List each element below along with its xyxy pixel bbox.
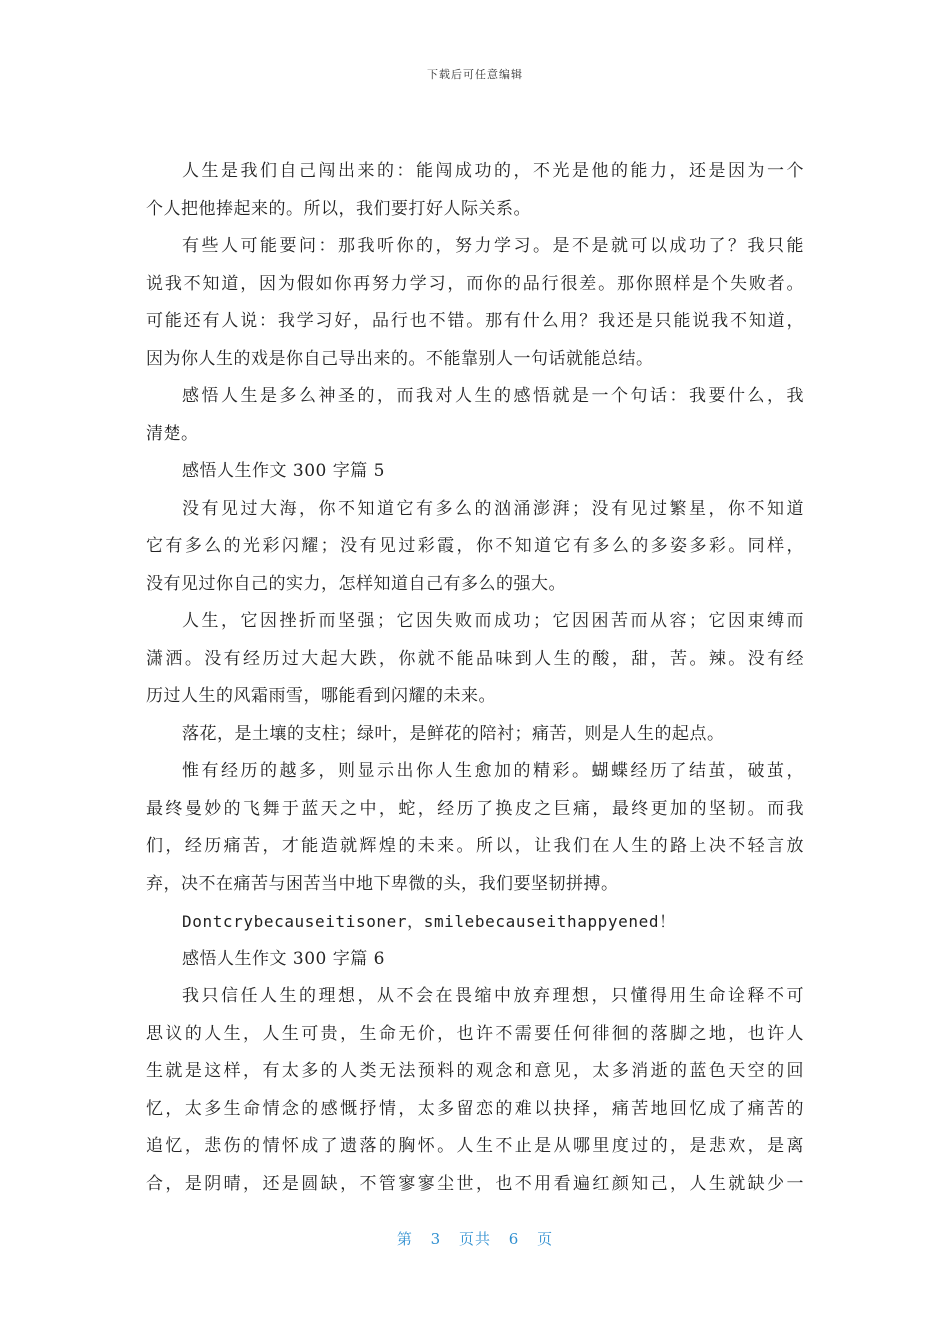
text-line: 思议的人生，人生可贵，生命无价，也许不需要任何徘徊的落脚之地，也许人 — [146, 1023, 804, 1044]
text-line: 说我不知道，因为假如你再努力学习，而你的品行很差。那你照样是个失败者。 — [146, 273, 804, 294]
section-heading — [146, 941, 804, 979]
paragraph — [146, 978, 804, 1203]
footer-prefix: 第 — [396, 1230, 413, 1248]
paragraph — [146, 716, 804, 754]
text-line: 生就是这样，有太多的人类无法预料的观念和意见，太多消逝的蓝色天空的回 — [146, 1061, 804, 1081]
text-line: 弃，决不在痛苦与困苦当中地下卑微的头，我们要坚韧拼搏。 — [146, 873, 619, 894]
text-line: 惟有经历的越多，则显示出你人生愈加的精彩。蝴蝶经历了结茧，破茧， — [182, 761, 804, 781]
text-line: 忆，太多生命情念的感慨抒情，太多留恋的难以抉择，痛苦地回忆成了痛苦的 — [146, 1098, 804, 1119]
text-line: 它有多么的光彩闪耀；没有见过彩霞，你不知道它有多么的多姿多彩。同样， — [146, 536, 804, 556]
text-line: 人生是我们自己闯出来的：能闯成功的，不光是他的能力，还是因为一个 — [182, 161, 804, 181]
text-line: 我只信任人生的理想，从不会在畏缩中放弃理想，只懂得用生命诠释不可 — [182, 986, 804, 1006]
page-header-text: 下载后可任意编辑 — [427, 68, 523, 81]
paragraph — [146, 153, 804, 228]
page-header — [0, 66, 950, 82]
paragraph — [146, 491, 804, 604]
text-line: 可能还有人说：我学习好，品行也不错。那有什么用？我还是只能说我不知道， — [146, 311, 804, 331]
text-line: 们，经历痛苦，才能造就辉煌的未来。所以，让我们在人生的路上决不轻言放 — [146, 836, 804, 856]
text-line: 因为你人生的戏是你自己导出来的。不能靠别人一句话就能总结。 — [146, 348, 654, 369]
section-heading-text: 感悟人生作文 300 字篇 5 — [182, 461, 385, 481]
text-line: 个人把他捧起来的。所以，我们要打好人际关系。 — [146, 198, 531, 219]
text-line: 有些人可能要问：那我听你的，努力学习。是不是就可以成功了？我只能 — [182, 236, 804, 256]
text-line: 感悟人生是多么神圣的，而我对人生的感悟就是一个句话：我要什么，我 — [182, 386, 804, 406]
footer-page-number: 3 — [430, 1230, 442, 1248]
paragraph — [146, 378, 804, 453]
text-line: 合，是阴晴，还是圆缺，不管寥寥尘世，也不用看遍红颜知己，人生就缺少一 — [146, 1173, 804, 1194]
text-line: 没有见过你自己的实力，怎样知道自己有多么的强大。 — [146, 573, 566, 594]
text-line: 落花，是土壤的支柱；绿叶，是鲜花的陪衬；痛苦，则是人生的起点。 — [182, 723, 725, 744]
text-line: 清楚。 — [146, 423, 199, 444]
text-line: 人生，它因挫折而坚强；它因失败而成功；它因困苦而从容；它因束缚而 — [182, 611, 804, 631]
text-line: 潇洒。没有经历过大起大跌，你就不能品味到人生的酸，甜，苦。辣。没有经 — [146, 648, 804, 669]
footer-suffix: 页 — [537, 1230, 554, 1248]
section-heading — [146, 453, 804, 491]
footer-total-pages: 6 — [508, 1230, 520, 1248]
paragraph — [146, 228, 804, 378]
text-line: 历过人生的风霜雨雪，哪能看到闪耀的未来。 — [146, 686, 496, 706]
footer-middle: 页共 — [458, 1230, 491, 1248]
text-line: Dontcrybecauseitisoner，smilebecauseithappyened！ — [182, 912, 676, 931]
section-heading-text: 感悟人生作文 300 字篇 6 — [182, 948, 385, 969]
paragraph — [146, 753, 804, 903]
text-line: 没有见过大海，你不知道它有多么的汹涌澎湃；没有见过繁星，你不知道 — [182, 498, 804, 519]
text-line: 追忆，悲伤的情怀成了遗落的胸怀。人生不止是从哪里度过的，是悲欢，是离 — [146, 1136, 804, 1156]
document-body — [146, 153, 804, 1203]
text-line: 最终曼妙的飞舞于蓝天之中，蛇，经历了换皮之巨痛，最终更加的坚韧。而我 — [146, 798, 804, 819]
paragraph-quote — [146, 903, 804, 941]
page-footer — [0, 1228, 950, 1249]
paragraph — [146, 603, 804, 716]
